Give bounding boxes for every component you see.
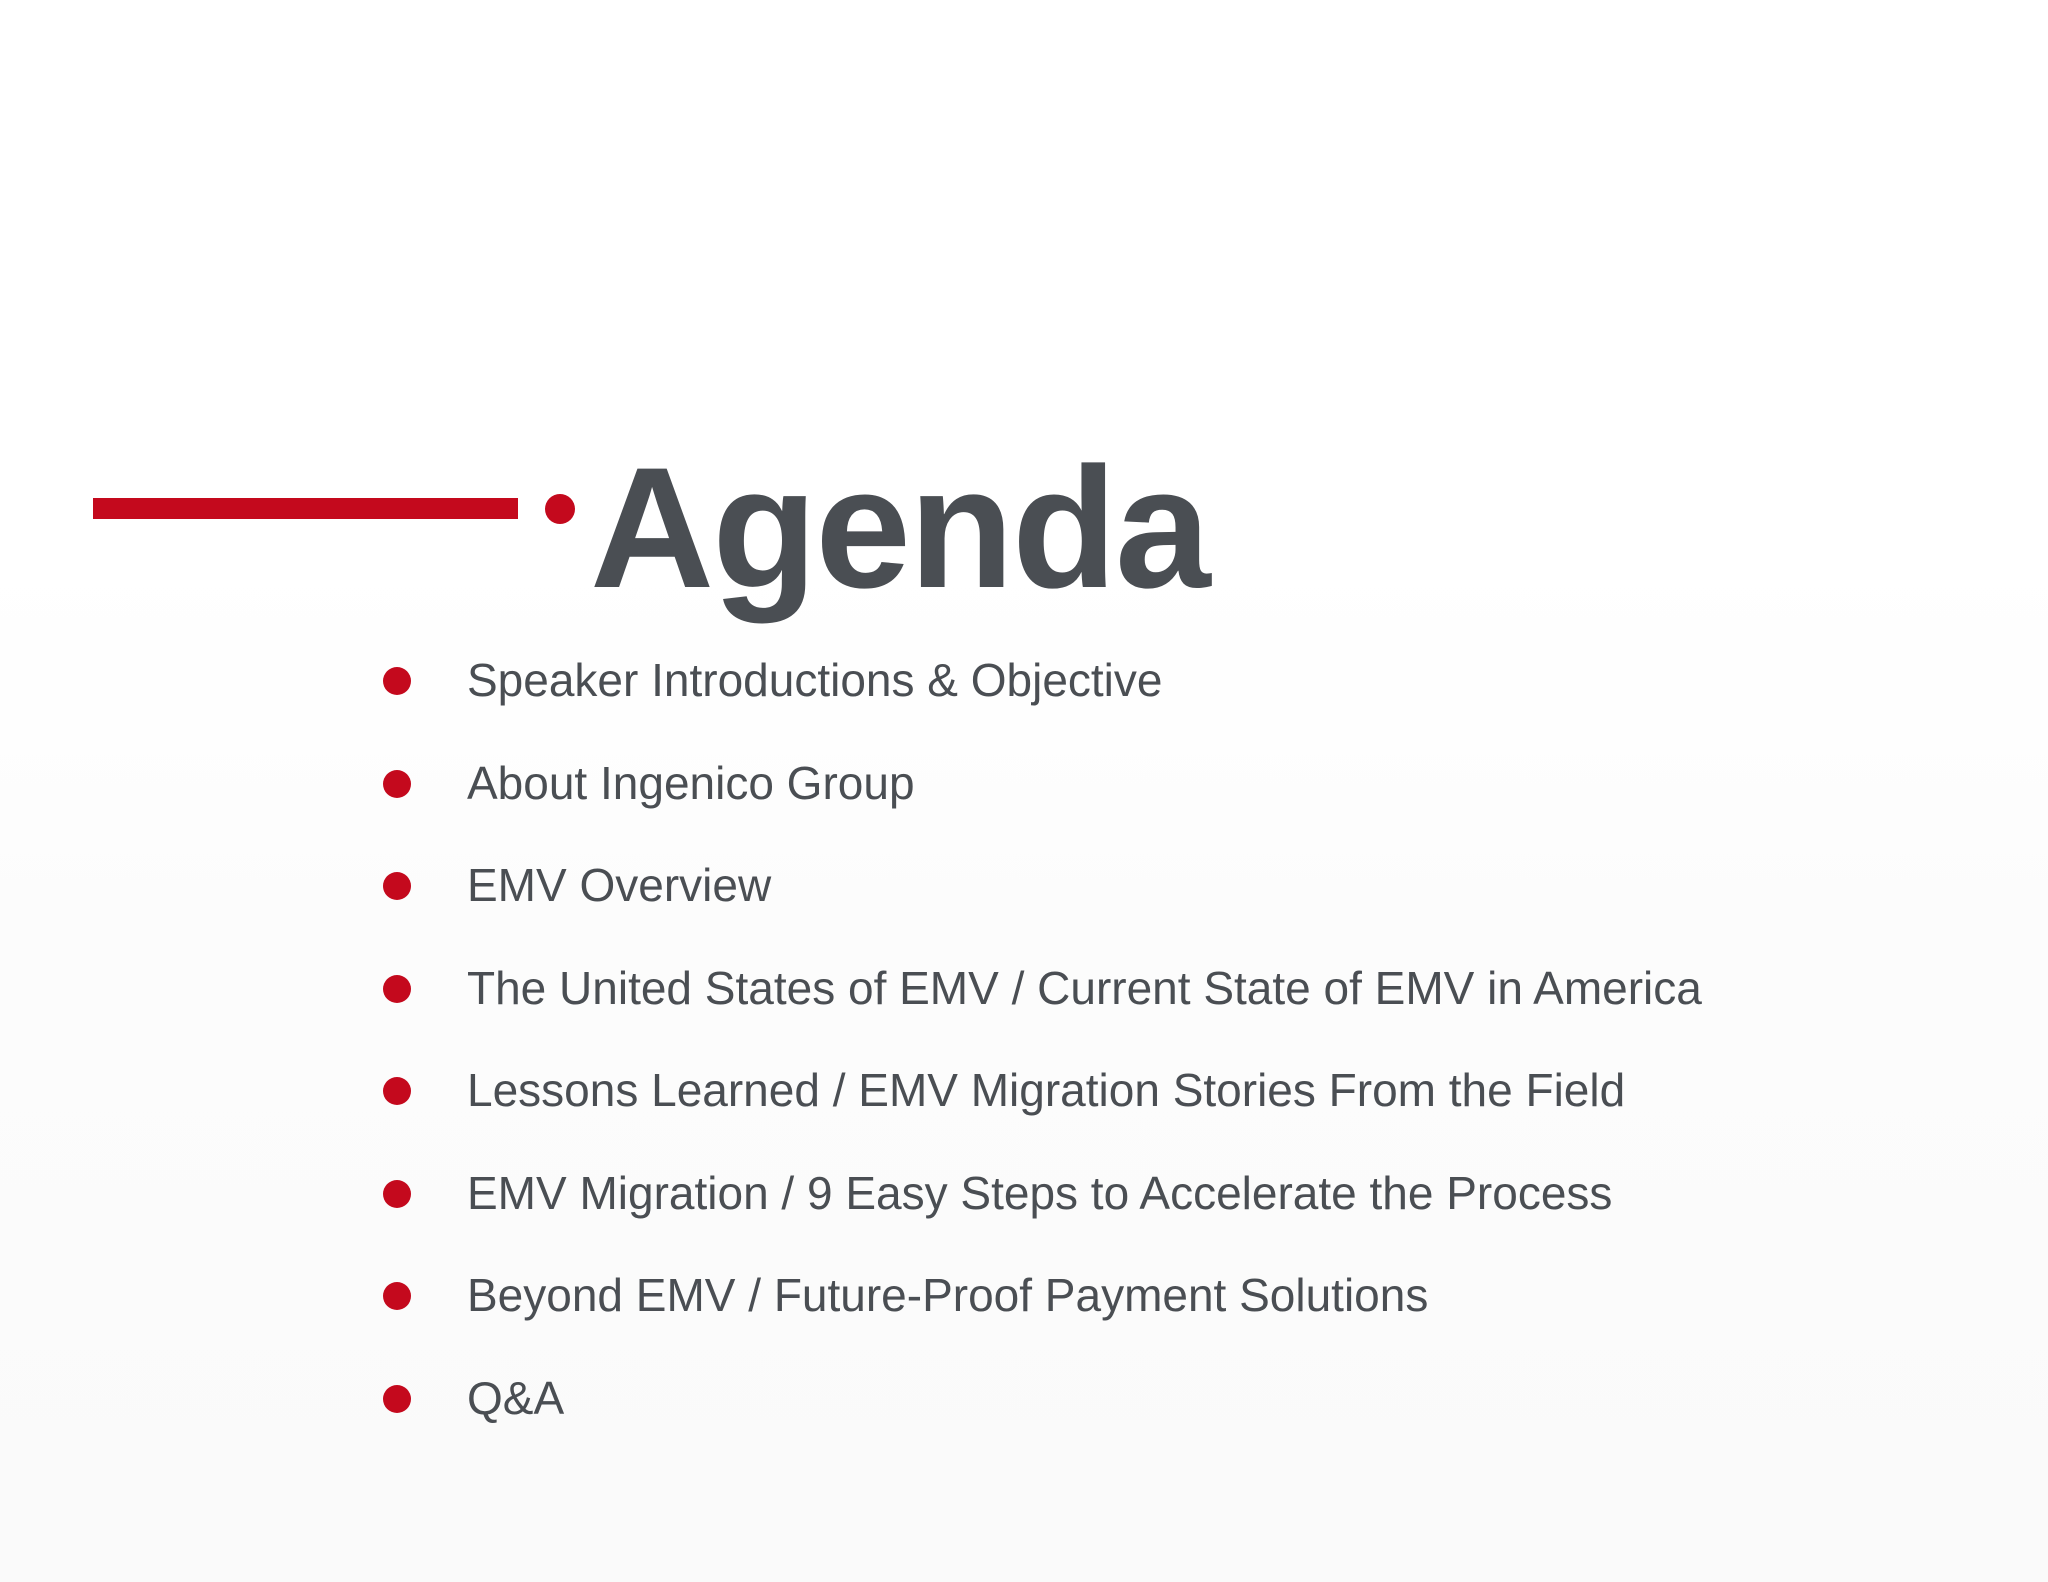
agenda-item-label: Lessons Learned / EMV Migration Stories From the Field [467, 1064, 1626, 1116]
agenda-item-label: Beyond EMV / Future-Proof Payment Solutions [467, 1269, 1429, 1321]
title-accent-line [93, 498, 518, 519]
slide-title: Agenda [590, 432, 1209, 624]
agenda-item-label: About Ingenico Group [467, 756, 915, 809]
bullet-dot-icon [383, 872, 411, 900]
agenda-item [383, 1161, 1702, 1264]
agenda-item [383, 648, 1702, 751]
agenda-item [383, 1058, 1702, 1161]
agenda-item-label: Q&A [467, 1371, 565, 1424]
bullet-dot-icon [383, 1385, 411, 1413]
agenda-item-label: Speaker Introductions & Objective [467, 654, 1163, 706]
agenda-item-label: EMV Overview [467, 859, 772, 911]
title-accent-dot [545, 494, 575, 524]
agenda-item [383, 751, 1702, 854]
agenda-item-label: EMV Migration / 9 Easy Steps to Accelerate the Process [467, 1166, 1613, 1219]
bullet-dot-icon [383, 1180, 411, 1208]
bullet-dot-icon [383, 667, 411, 695]
agenda-item [383, 1366, 1702, 1469]
agenda-item [383, 853, 1702, 956]
bullet-dot-icon [383, 1282, 411, 1310]
bullet-dot-icon [383, 975, 411, 1003]
bullet-dot-icon [383, 1077, 411, 1105]
bullet-dot-icon [383, 770, 411, 798]
agenda-item [383, 956, 1702, 1059]
agenda-item-label: The United States of EMV / Current State of EMV in America [467, 961, 1702, 1014]
agenda-list [383, 648, 1702, 1468]
agenda-item [383, 1263, 1702, 1366]
